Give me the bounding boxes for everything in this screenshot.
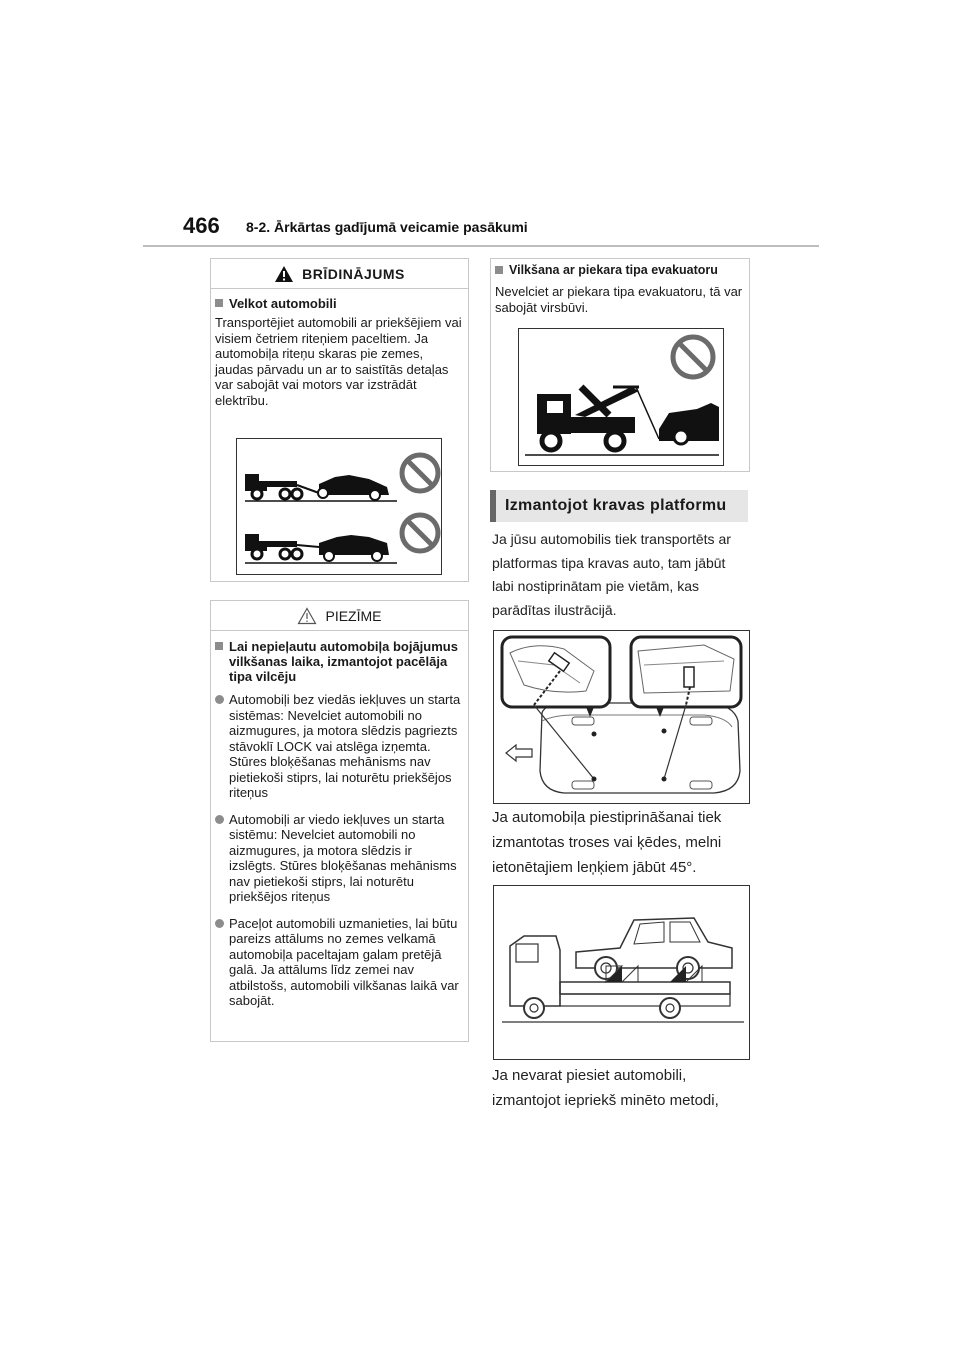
section-accent-bar [490,490,496,522]
warning-box [210,258,469,582]
caution-triangle-icon [297,607,317,625]
warning-header [211,259,468,289]
hook-tow-text: Nevelciet ar piekara tipa evakuatoru, tā var sabojāt virsbūvi. [495,284,743,315]
note-header [211,601,468,631]
round-bullet-icon [215,695,224,704]
note-bullet: Automobiļi ar viedo iekļuves un starta sistēmu: Nevelciet automobili no aizmugures, ja motora slēdzis ir izslēgts. Stūres bloķēšanas mehānisms nav pietiekoši stiprs, lai noturētu priekšējos riteņus [215,812,462,905]
round-bullet-icon [215,919,224,928]
warning-text: Transportējiet automobili ar priekšējiem vai visiem četriem riteņiem paceltiem. Ja automobiļa riteņu skaras pie zemes, jaudas pārvadu un ar to saistītās detaļas var sabojāt vai motors var izstrādāt elektrību. [215,315,462,408]
page-number: 466 [183,213,220,238]
section-title: Izmantojot kravas platformu [490,490,748,522]
paragraph-angle: Ja automobiļa piestiprināšanai tiek izmantotas troses vai ķēdes, melni ietonētajiem leņķiem jābūt 45°. [492,809,722,876]
square-bullet-icon [215,299,223,307]
round-bullet-icon [215,815,224,824]
square-bullet-icon [495,266,503,274]
note-bullet: Paceļot automobili uzmanieties, lai būtu pareizs attālums no zemes velkamā automobiļa paceltajam galam pretējā galā. Ja attālums līdz zemei nav atbilstošs, automobili vilkšanas laikā var sabojāt. [215,916,462,1009]
note-subhead: Lai nepieļautu automobiļa bojājumus vilkšanas laika, izmantojot pacēlāja tipa vilcēju [215,639,462,684]
prohibition-icon [402,515,438,551]
hook-tow-box [490,258,750,472]
hook-tow-subhead: Vilkšana ar piekara tipa evakuatoru [495,263,745,278]
chapter-title: 8-2. Ārkārtas gadījumā veicamie pasākumi [246,219,528,235]
flatbed-illustration [493,885,750,1060]
note-bullet: Automobiļi bez viedās iekļuves un starta sistēmas: Nevelciet automobili no aizmugures, ja motora slēdzis pagriezts stāvoklī LOCK vai atslēga izņemta. Stūres bloķēšanas mehānisms nav pietiekoši stiprs, lai noturētu priekšējos riteņus [215,692,462,801]
paragraph-tiedown: Ja jūsu automobilis tiek transportēts ar platformas tipa kravas auto, tam jābūt labi nostiprinātam pie vietām, kas parādītas ilustrācijā. [492,531,731,618]
warning-subhead: Velkot automobili [215,296,462,311]
towing-illustration [236,438,442,575]
paragraph-alternative: Ja nevarat piesiet automobili, izmantojot iepriekš minēto metodi, [492,1067,719,1109]
prohibition-icon [402,455,438,491]
header-divider [143,245,819,247]
square-bullet-icon [215,642,223,650]
warning-triangle-icon [274,265,294,283]
hook-tow-illustration [518,328,724,466]
note-title: PIEZĪME [325,607,382,624]
tiedown-points-illustration [493,630,750,804]
note-box [210,600,469,1042]
prohibition-icon [673,337,713,377]
warning-title: BRĪDINĀJUMS [302,265,405,282]
